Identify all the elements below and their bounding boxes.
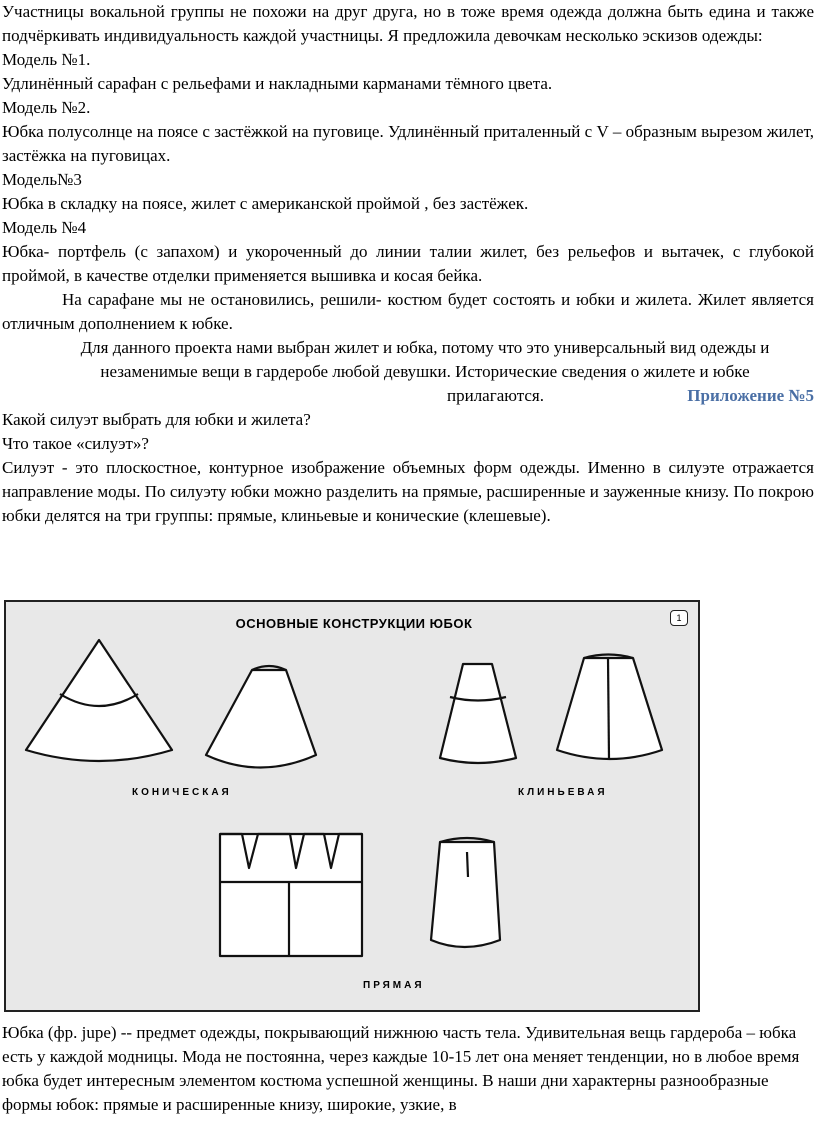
label-conical: КОНИЧЕСКАЯ [132,787,232,798]
model-1-heading: Модель №1. [2,50,91,69]
label-wedge: КЛИНЬЕВАЯ [518,787,608,798]
skirt-drawings [6,602,698,1010]
question-silhouette-choice: Какой силуэт выбрать для юбки и жилета? [2,410,311,429]
model-2-heading: Модель №2. [2,98,91,117]
question-what-is-silhouette: Что такое «силуэт»? [2,434,149,453]
skirt-constructions-figure [4,600,700,1012]
document-page [0,0,816,528]
model-4-heading: Модель №4 [2,218,87,237]
intro-paragraph: Участницы вокальной группы не похожи на друг друга, но в тоже время одежда должна быть едина и также подчёркивать индивидуальность каждой участницы. Я предложила девочкам несколько эскизов одежды: [2,2,814,45]
label-straight: ПРЯМАЯ [363,980,425,991]
bottom-text [0,1021,816,1117]
model-2-description: Юбка полусолнце на поясе с застёжкой на пуговице. Удлинённый приталенный с V – образным вырезом жилет, застёжка на пуговицах. [2,122,814,165]
straight-skirt-pattern-drawing [220,834,362,956]
silhouette-paragraph: Силуэт - это плоскостное, контурное изображение объемных форм одежды. Именно в силуэте отражается направление моды. По силуэту юбки можно разделить на прямые, расширенные и зауженные книзу. По покрою юбки делятся на три группы: прямые, клиньевые и конические (клешевые). [2,458,814,525]
appendix-line [0,384,816,408]
straight-skirt-drawing [431,842,500,947]
model-4-description: Юбка- портфель (с запахом) и укороченный до линии талии жилет, без рельефов и вытачек, с глубокой проймой, в качестве отделки применяется вышивка и косая бейка. [2,242,814,285]
model-3-heading: Модель№3 [2,170,82,189]
decision-paragraph: На сарафане мы не остановились, решили- костюм будет состоять и юбки и жилета. Жилет является отличным дополнением к юбке. [2,290,814,333]
skirt-definition-paragraph: Юбка (фр. jupe) -- предмет одежды, покрывающий нижнюю часть тела. Удивительная вещь гардероба – юбка есть у каждой модницы. Мода не постоянна, через каждые 10-15 лет она меняет тенденции, но в любое время юбка будет интересным элементом костюма успешной женщины. В наши дни характерны разнообразные формы юбок: прямые и расширенные книзу, широкие, узкие, в [2,1023,800,1114]
flared-skirt-drawing [206,670,316,768]
attached-text: прилагаются. [447,386,544,405]
conical-skirt-drawing [26,640,172,761]
model-3-description: Юбка в складку на поясе, жилет с американской проймой , без застёжек. [2,194,529,213]
project-paragraph: Для данного проекта нами выбран жилет и юбка, потому что это универсальный вид одежды и незаменимые вещи в гардеробе любой девушки. Исторические сведения о жилете и юбке [80,338,770,381]
wedge-skirt-front-drawing [440,664,516,763]
figure-title: ОСНОВНЫЕ КОНСТРУКЦИИ ЮБОК [235,616,473,631]
model-1-description: Удлинённый сарафан с рельефами и накладными карманами тёмного цвета. [2,74,553,93]
figure-number: 1 [670,610,688,626]
appendix-link[interactable]: Приложение №5 [687,386,814,405]
